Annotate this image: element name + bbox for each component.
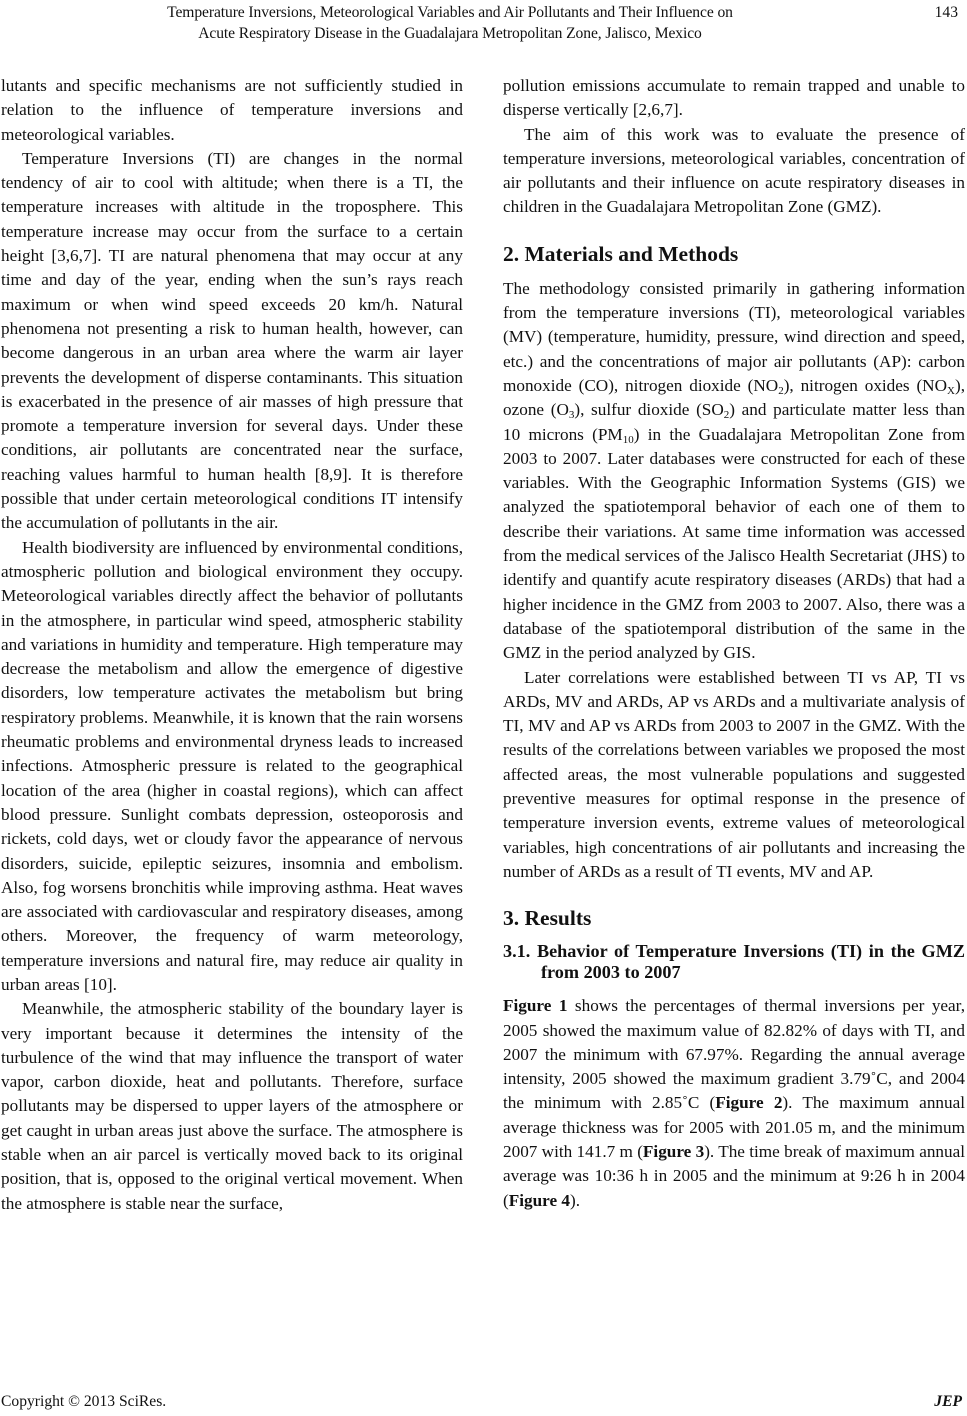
figure-4-reference[interactable]: Figure 4 [508,1190,570,1210]
page-number: 143 [934,4,958,21]
running-header [0,0,967,48]
running-title-line-2: Acute Respiratory Disease in the Guadalajara Metropolitan Zone, Jalisco, Mexico [198,25,702,42]
text-run: ). The maximum annual average thickness was for 2005 with 201.05 m, and the minimum 2007 with 141.7 m ( [503,1093,965,1161]
section-heading-materials-methods: 2. Materials and Methods [503,241,739,266]
text-run: ) and particulate matter less than 10 microns (PM [503,400,965,444]
copyright-notice: Copyright © 2013 SciRes. [1,1393,167,1410]
subscript: 2 [723,409,730,422]
methods-paragraph [503,277,965,666]
text-run: shows the percentages of thermal inversions per year, 2005 showed the maximum value of 82.82% of days with TI, and 2007 the minimum with 67.97%. Regarding the annual average intensity, 2005 showed the maximum gradient 3.79˚C, and 2004 the minimum with 2.85˚C ( [503,996,965,1113]
figure-3-reference[interactable]: Figure 3 [642,1141,705,1161]
subscript: 10 [622,433,634,446]
paragraph: Later correlations were established between TI vs AP, TI vs ARDs, MV and ARDs, AP vs ARDs and a multivariate analysis of TI, MV and AP vs ARDs from 2003 to 2007 in the GMZ. With the results of the correlations between variables we proposed the most affected areas, the most vulnerable populations and suggested preventive measures for optimal response in the presence of temperature inversion events, extreme values of meteorological variables, high concentrations of air pollutants and increasing the number of ARDs as a result of TI events, MV and AP. [503,667,965,881]
text-run: ). The time break of maximum annual average was 10:36 h in 2005 and the minimum at 9:26 h in 2004 ( [503,1141,966,1210]
paragraph: lutants and specific mechanisms are not sufficiently studied in relation to the influence of temperature inversions and meteorological variables. [1,76,463,144]
running-title-line-1: Temperature Inversions, Meteorological Variables and Air Pollutants and Their Influence on [167,4,733,21]
left-column [1,74,463,1216]
figure-1-reference[interactable]: Figure 1 [503,996,568,1016]
paragraph: Temperature Inversions (TI) are changes in the normal tendency of air to cool with altitude; when there is a TI, the temperature increases with altitude in the troposphere. This temperature increase may occur from the surface to a certain height [3,6,7]. TI are natural phenomena that may occur at any time and day of the year, ending when the sun’s rays reach maximum or when wind speed exceeds 20 km/h. Natural phenomena not presenting a risk to human health, however, can become dangerous in an urban area where the warm air layer prevents the development of disperse contaminants. This situation is exacerbated in the presence of air masses of high pressure that promote a temperature inversion for several days. Under these conditions, air pollutants are concentrated near the surface, reaching values harmful to human health [8,9]. It is therefore possible that under certain meteorological conditions IT intensify the accumulation of pollutants in the air. [1,148,463,533]
paragraph: The aim of this work was to evaluate the presence of temperature inversions, meteorological variables, concentration of air pollutants and their influence on acute respiratory diseases in children in the Guadalajara Metropolitan Zone (GMZ). [503,124,965,217]
subscript: 2 [778,384,784,397]
section-heading-results: 3. Results [503,906,592,931]
page-footer [0,1392,967,1414]
journal-abbreviation: JEP [934,1393,962,1410]
text-run: ). [570,1190,581,1210]
text-run: ) in the Guadalajara Metropolitan Zone from 2003 to 2007. Later databases were constructed for each of these variables. With the Geographic Information Systems (GIS) we analyzed the spatiotemporal behavior of each one of them to describe their variations. At same time information was accessed from the medical services of the Jalisco Health Secretariat (JHS) to identify and quantify acute respiratory diseases (ARDs) that had a higher incidence in the GMZ from 2003 to 2007. Also, there was a database of the spatiotemporal distribution of the same in the GMZ in the period analyzed by GIS. [503,424,965,663]
paragraph: Health biodiversity are influenced by environmental conditions, atmospheric pollution and biological environment they occupy. Meteorological variables directly affect the behavior of pollutants in the atmosphere, in particular wind speed, atmospheric stability and variations in humidity and temperature. High temperature may decrease the metabolism and allow the emergence of digestive disorders, low temperature activates the metabolism but bring respiratory problems. Meanwhile, it is known that the rain worsens rheumatic problems and environmental dryness leads to increased infections. Atmospheric pressure is related to the geographical location of the area (higher in coastal regions), which can affect blood pressure. Sunlight combats depression, osteoporosis and rickets, cold days, wet or cloudy favor the appearance of nervous disorders, suicide, epileptic seizures, insomnia and embolism. Also, fog worsens bronchitis while improving asthma. Heat waves are associated with cardiovascular and respiratory diseases, among others. Moreover, the frequency of warm meteorology, temperature inversions and natural fire, may reduce air quality in urban areas [10]. [1,537,463,994]
figure-2-reference[interactable]: Figure 2 [715,1093,783,1113]
text-run: ), sulfur dioxide (SO [574,400,724,420]
paragraph: pollution emissions accumulate to remain trapped and unable to disperse vertically [2,6,7]. [503,76,965,120]
results-paragraph [503,994,965,1213]
running-title [100,2,800,44]
subscript: 3 [568,409,575,422]
text-run: ), nitrogen oxides (NO [783,375,948,395]
text-run: ), ozone (O [503,375,965,420]
paragraph: Meanwhile, the atmospheric stability of the boundary layer is very important because it determines the intensity of the turbulence of the wind that may influence the transport of water vapor, carbon dioxide, heat and pollutants. Therefore, surface pollutants may be dispersed to upper layers of the atmosphere or get caught in urban areas just above the surface. The atmosphere is stable when an air parcel is vertically moved back to its original position, that is, opposed to the original vertical movement. When the atmosphere is stable near the surface, [1,999,463,1213]
subsection-heading-ti-behavior: 3.1. Behavior of Temperature Inversions (TI) in the GMZ from 2003 to 2007 [503,941,965,983]
right-column [503,74,965,1213]
text-run: The methodology consisted primarily in gathering information from the temperature inversions (TI), meteorological variables (MV) (temperature, humidity, pressure, wind direction and speed, etc.) and the concentrations of major air pollutants (AP): carbon monoxide (CO), nitrogen dioxide (NO [503,278,965,395]
subscript: X [947,384,955,397]
